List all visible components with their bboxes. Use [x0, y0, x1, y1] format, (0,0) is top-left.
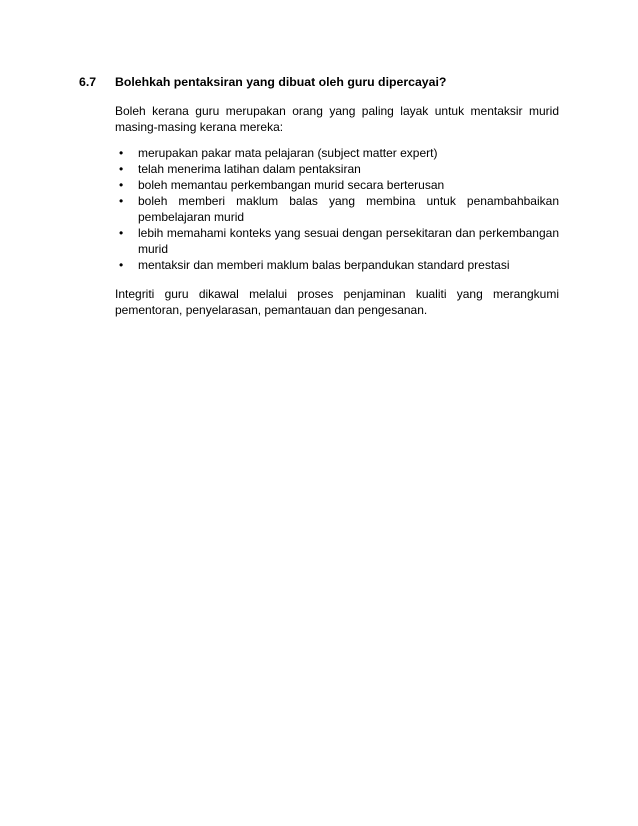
section-number: 6.7 [79, 75, 97, 89]
bullet-text: boleh memberi maklum balas yang membina untuk penambahbaikan pembelajaran murid [138, 194, 559, 224]
bullet-icon: • [119, 162, 124, 176]
bullet-icon: • [119, 178, 124, 192]
bullet-text: telah menerima latihan dalam pentaksiran [138, 162, 361, 176]
bullet-text: mentaksir dan memberi maklum balas berpandukan standard prestasi [138, 258, 510, 272]
bullet-text: merupakan pakar mata pelajaran (subject matter expert) [138, 146, 438, 160]
bullet-icon: • [119, 146, 124, 160]
bullet-icon: • [119, 194, 124, 208]
intro-paragraph: Boleh kerana guru merupakan orang yang paling layak untuk mentaksir murid masing-masing kerana mereka: [115, 104, 559, 134]
bullet-text: lebih memahami konteks yang sesuai dengan persekitaran dan perkembangan murid [138, 226, 559, 256]
bullet-item [115, 193, 559, 225]
bullet-item [115, 161, 559, 177]
bullet-item [115, 225, 559, 257]
faq-section [79, 74, 559, 318]
section-body [115, 103, 559, 318]
bullet-list [115, 145, 559, 273]
bullet-item [115, 145, 559, 161]
bullet-item [115, 177, 559, 193]
bullet-item [115, 257, 559, 273]
closing-paragraph: Integriti guru dikawal melalui proses penjaminan kualiti yang merangkumi pementoran, penyelarasan, pemantauan dan pengesanan. [115, 287, 559, 317]
bullet-icon: • [119, 258, 124, 272]
section-heading [79, 74, 559, 90]
section-title: Bolehkah pentaksiran yang dibuat oleh guru dipercayai? [115, 75, 447, 89]
bullet-text: boleh memantau perkembangan murid secara berterusan [138, 178, 445, 192]
bullet-icon: • [119, 226, 124, 240]
